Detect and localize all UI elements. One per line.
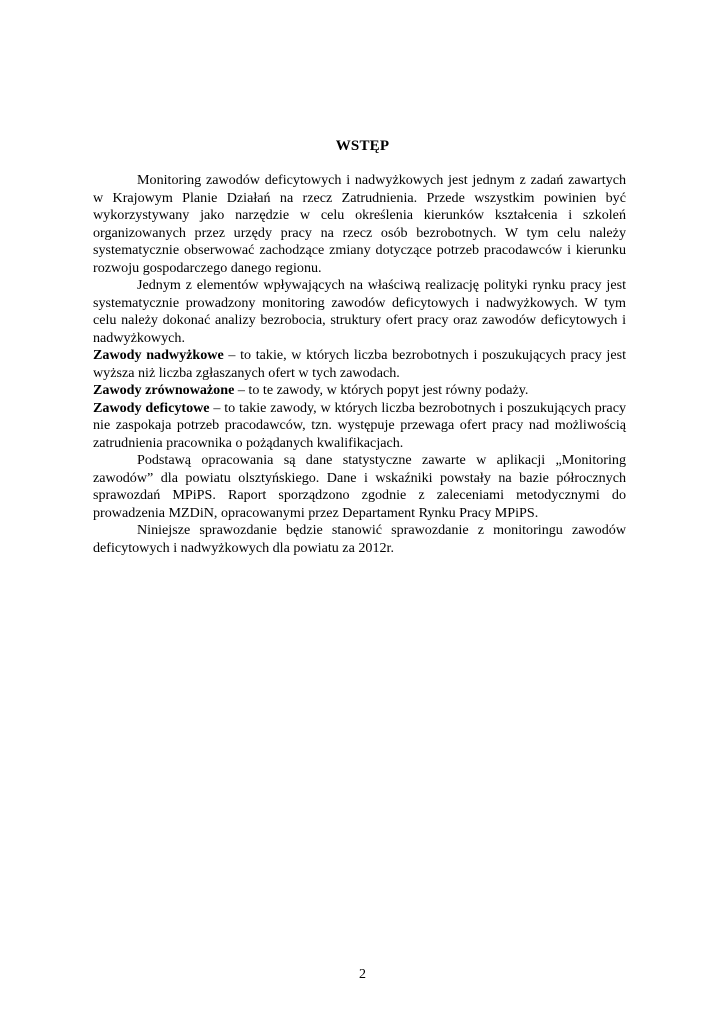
monitoring-paragraph: Jednym z elementów wpływających na właściwą realizację polityki rynku pracy jest systematycznie prowadzony monitoring zawodów deficytowych i nadwyżkowych. W tym celu należy dokonać analizy bezrobocia, struktury ofert pracy oraz zawodów deficytowych i nadwyżkowych. bbox=[93, 277, 626, 346]
definition-text: – to te zawody, w których popyt jest równy podaży. bbox=[234, 382, 529, 398]
page-title: WSTĘP bbox=[335, 138, 390, 154]
definition-term: Zawody zrównoważone bbox=[93, 382, 235, 398]
intro-paragraph: Monitoring zawodów deficytowych i nadwyżkowych jest jednym z zadań zawartych w Krajowym Planie Działań na rzecz Zatrudnienia. Przede wszystkim powinien być wykorzystywany jako narzędzie w celu określenia kierunków kształcenia i szkoleń organizowanych przez urzędy pracy na rzecz osób bezrobotnych. W tym celu należy systematycznie obserwować zachodzące zmiany dotyczące potrzeb pracodawców i kierunku rozwoju gospodarczego danego regionu. bbox=[93, 172, 626, 276]
page-number: 2 bbox=[359, 967, 366, 982]
document-body bbox=[93, 172, 626, 557]
definition-surplus bbox=[93, 347, 626, 382]
definition-deficit bbox=[93, 400, 626, 453]
definition-term: Zawody deficytowe bbox=[93, 399, 210, 416]
definition-text: – to takie, w których liczba bezrobotnych i poszukujących pracy jest wyższa niż liczba zgłaszanych ofert w tych zawodach. bbox=[93, 347, 627, 381]
definition-term: Zawody nadwyżkowe bbox=[93, 347, 224, 363]
definition-text: – to takie zawody, w których liczba bezrobotnych i poszukujących pracy nie zaspokaja potrzeb pracodawców, tzn. występuje przewaga ofert pracy nad możliwością zatrudnienia pracownika o pożądanych kwalifikacjach. bbox=[93, 399, 626, 451]
data-source-paragraph: Podstawą opracowania są dane statystyczne zawarte w aplikacji „Monitoring zawodów” dla powiatu olsztyńskiego. Dane i wskaźniki powstały na bazie półrocznych sprawozdań MPiPS. Raport sporządzono zgodnie z zaleceniami metodycznymi do prowadzenia MZDiN, opracowanymi przez Departament Rynku Pracy MPiPS. bbox=[93, 452, 626, 521]
definition-balanced bbox=[93, 382, 626, 400]
closing-paragraph: Niniejsze sprawozdanie będzie stanowić sprawozdanie z monitoringu zawodów deficytowych i nadwyżkowych dla powiatu za 2012r. bbox=[93, 522, 626, 556]
